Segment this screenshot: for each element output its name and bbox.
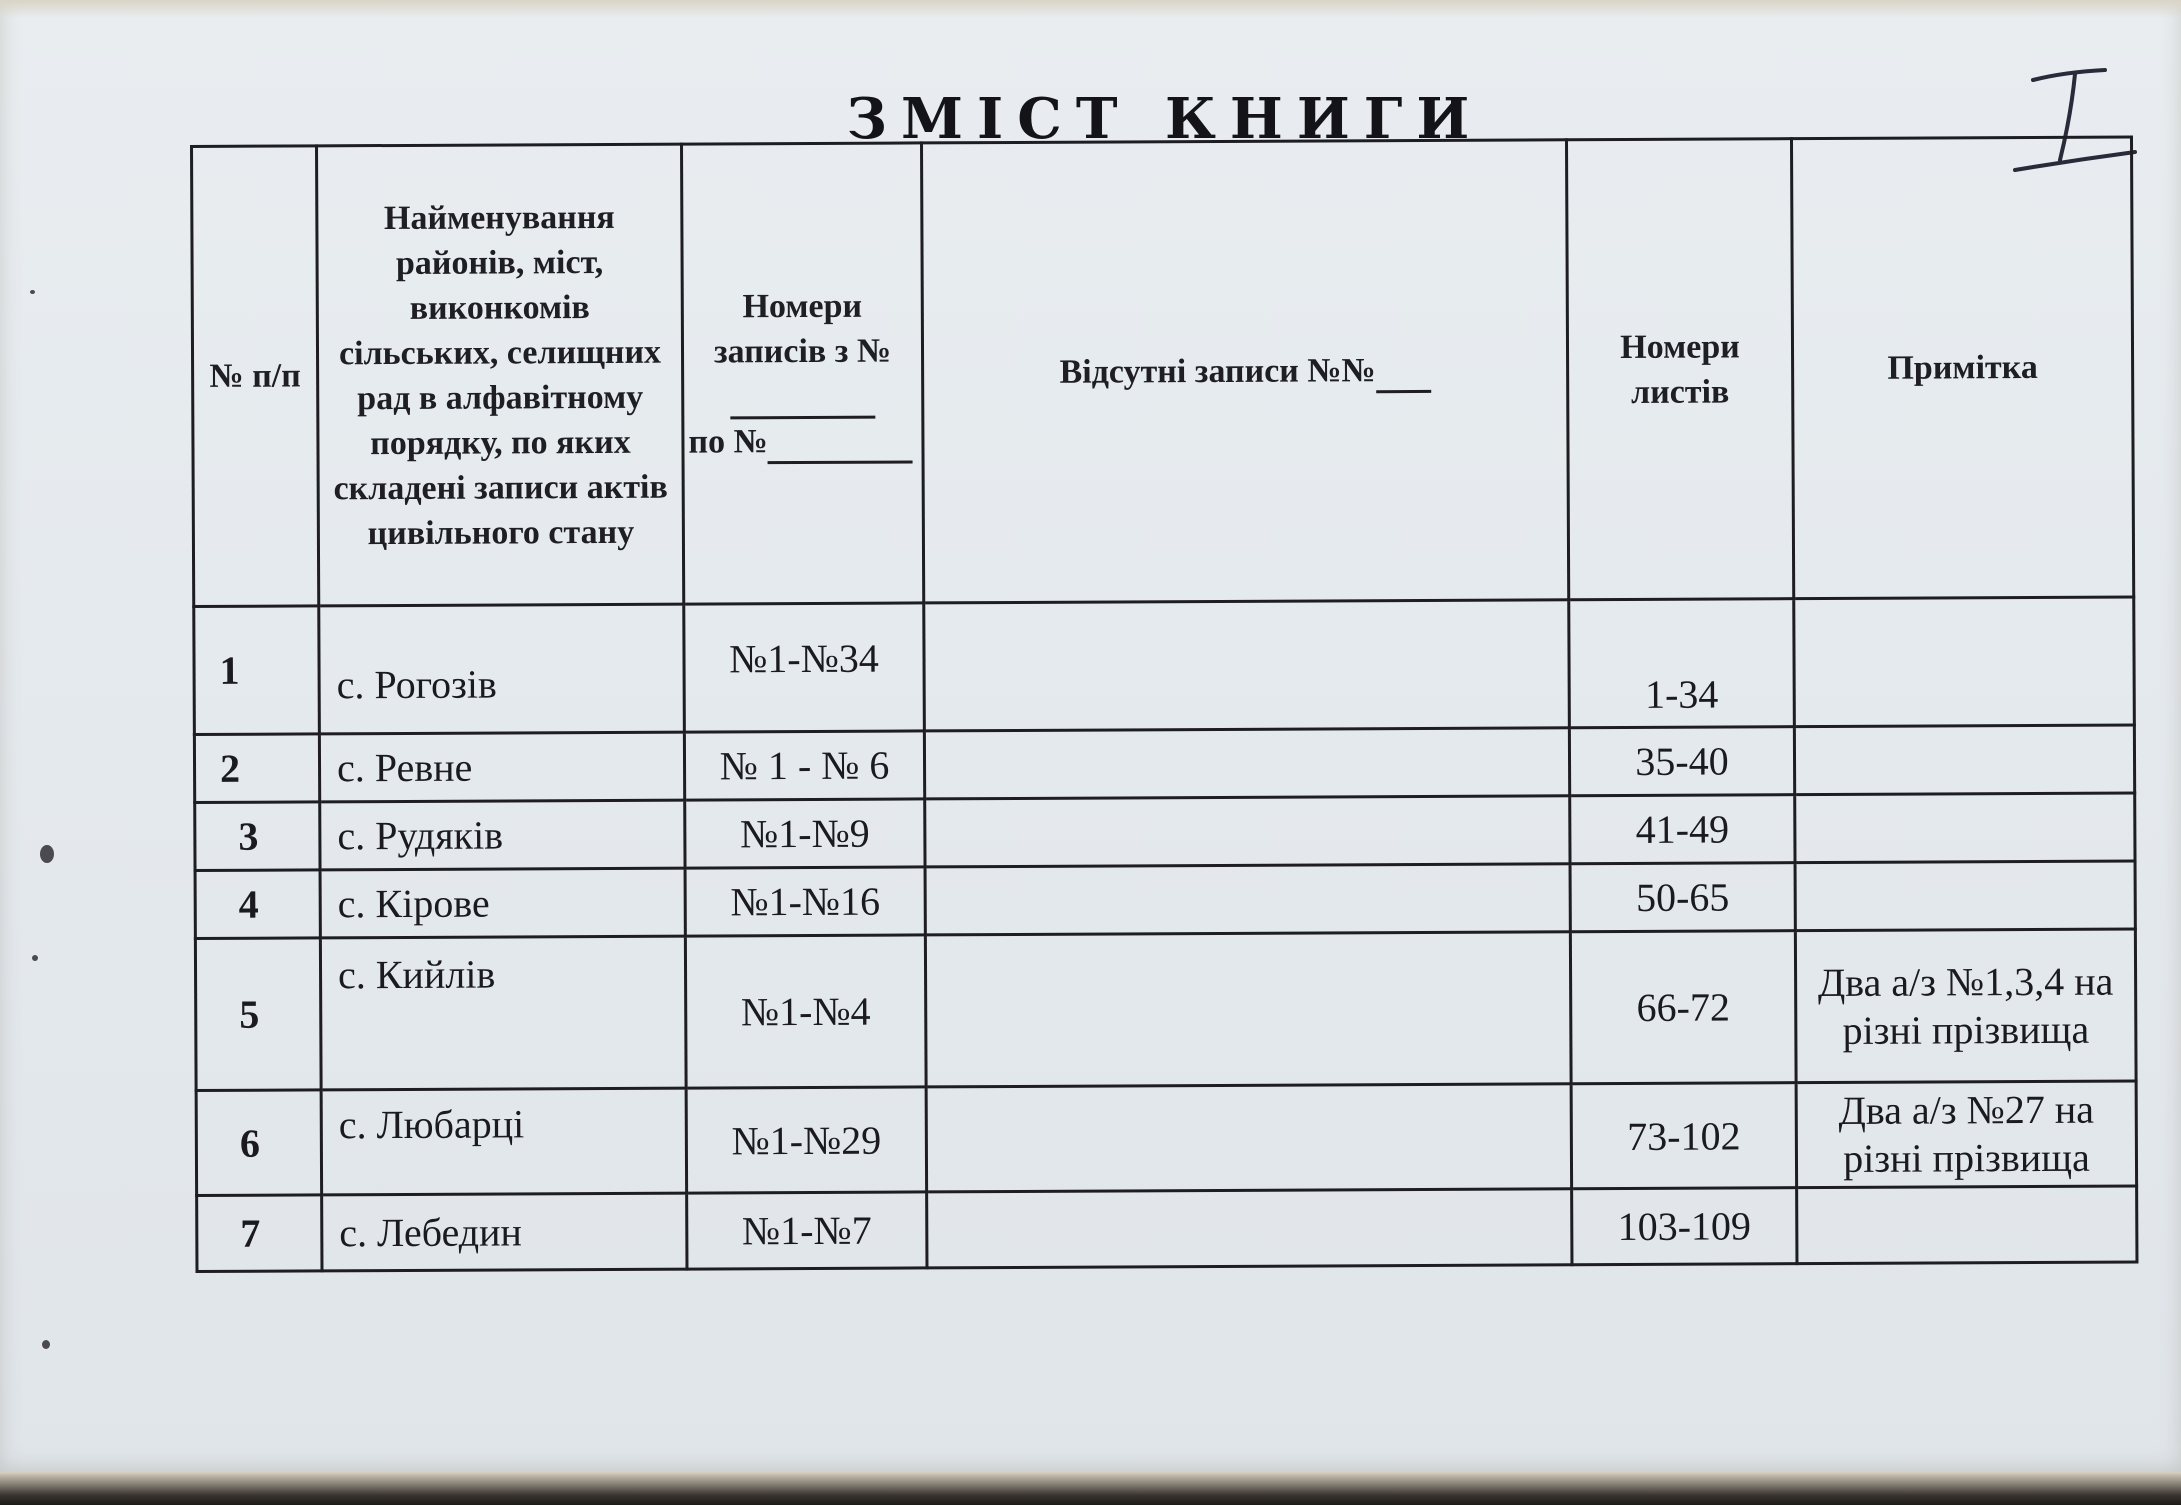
paper-speck [32, 955, 38, 961]
row-records: №1-№29 [686, 1087, 927, 1193]
row-name: с. Любарці [321, 1088, 687, 1195]
header-note: Примітка [1791, 137, 2133, 599]
paper-speck [40, 845, 54, 863]
row-missing [925, 864, 1570, 935]
document-title: ЗМІСТ КНИГИ [846, 86, 1484, 152]
row-name: с. Кийлів [320, 936, 686, 1090]
row-note [1795, 793, 2135, 863]
table-row [196, 1081, 2136, 1195]
row-name: с. Рогозів [319, 604, 685, 734]
row-num: 5 [195, 938, 321, 1091]
row-note: Два а/з №1,3,4 на різні прізвища [1795, 929, 2136, 1083]
header-row [192, 137, 2134, 606]
paper-speck [30, 290, 35, 294]
row-note [1794, 597, 2135, 727]
row-records: №1-№34 [684, 603, 925, 732]
row-note [1794, 725, 2134, 795]
row-missing [925, 932, 1571, 1087]
row-records: №1-№9 [685, 799, 925, 868]
row-pages: 66-72 [1570, 931, 1796, 1084]
table-row [195, 793, 2135, 870]
header-records [682, 143, 924, 604]
table-row [194, 597, 2135, 734]
row-missing [927, 1189, 1572, 1268]
paper-top-edge [0, 0, 2181, 18]
row-pages: 50-65 [1570, 863, 1795, 932]
row-pages: 73-102 [1571, 1083, 1797, 1189]
row-num: 7 [197, 1195, 322, 1272]
header-name: Найменування районів, міст, виконкомів сільських, селищних рад в алфавітному порядку, по яких складені записи актів цивільного стану [317, 144, 684, 606]
row-num: 3 [195, 802, 320, 871]
row-name: с. Рудяків [320, 800, 685, 870]
row-missing [924, 728, 1569, 799]
row-pages: 35-40 [1569, 727, 1794, 796]
contents-table [190, 136, 2138, 1273]
table-row [195, 929, 2136, 1090]
row-records: №1-№16 [685, 867, 925, 936]
row-pages: 1-34 [1569, 599, 1795, 728]
header-records-to: по № [684, 418, 921, 464]
row-name: с. Кірове [320, 868, 685, 938]
row-records: №1-№4 [685, 935, 926, 1088]
row-records: № 1 - № 6 [684, 731, 924, 800]
row-pages: 103-109 [1572, 1188, 1797, 1265]
table-row [195, 861, 2135, 938]
row-note: Два а/з №27 на різні прізвища [1796, 1081, 2137, 1188]
paper-speck [42, 1340, 50, 1349]
row-missing [924, 600, 1570, 731]
table-row [197, 1186, 2137, 1271]
row-name: с. Ревне [319, 732, 684, 802]
row-pages: 41-49 [1570, 795, 1795, 864]
row-num: 6 [196, 1090, 322, 1196]
table-row [194, 725, 2134, 802]
row-note [1797, 1186, 2137, 1264]
row-missing [925, 796, 1570, 867]
row-name: с. Лебедин [322, 1193, 687, 1271]
header-num: № п/п [192, 146, 319, 607]
row-num: 1 [194, 606, 320, 735]
header-missing: Відсутні записи №№ [921, 140, 1568, 603]
row-note [1795, 861, 2135, 931]
row-records: №1-№7 [687, 1192, 927, 1269]
header-records-from: Номери записів з № [684, 283, 922, 419]
row-missing [926, 1084, 1572, 1192]
row-num: 4 [195, 870, 320, 939]
header-pages: Номери листів [1566, 139, 1793, 600]
paper-bottom-edge [0, 1472, 2181, 1505]
row-num: 2 [194, 734, 319, 803]
